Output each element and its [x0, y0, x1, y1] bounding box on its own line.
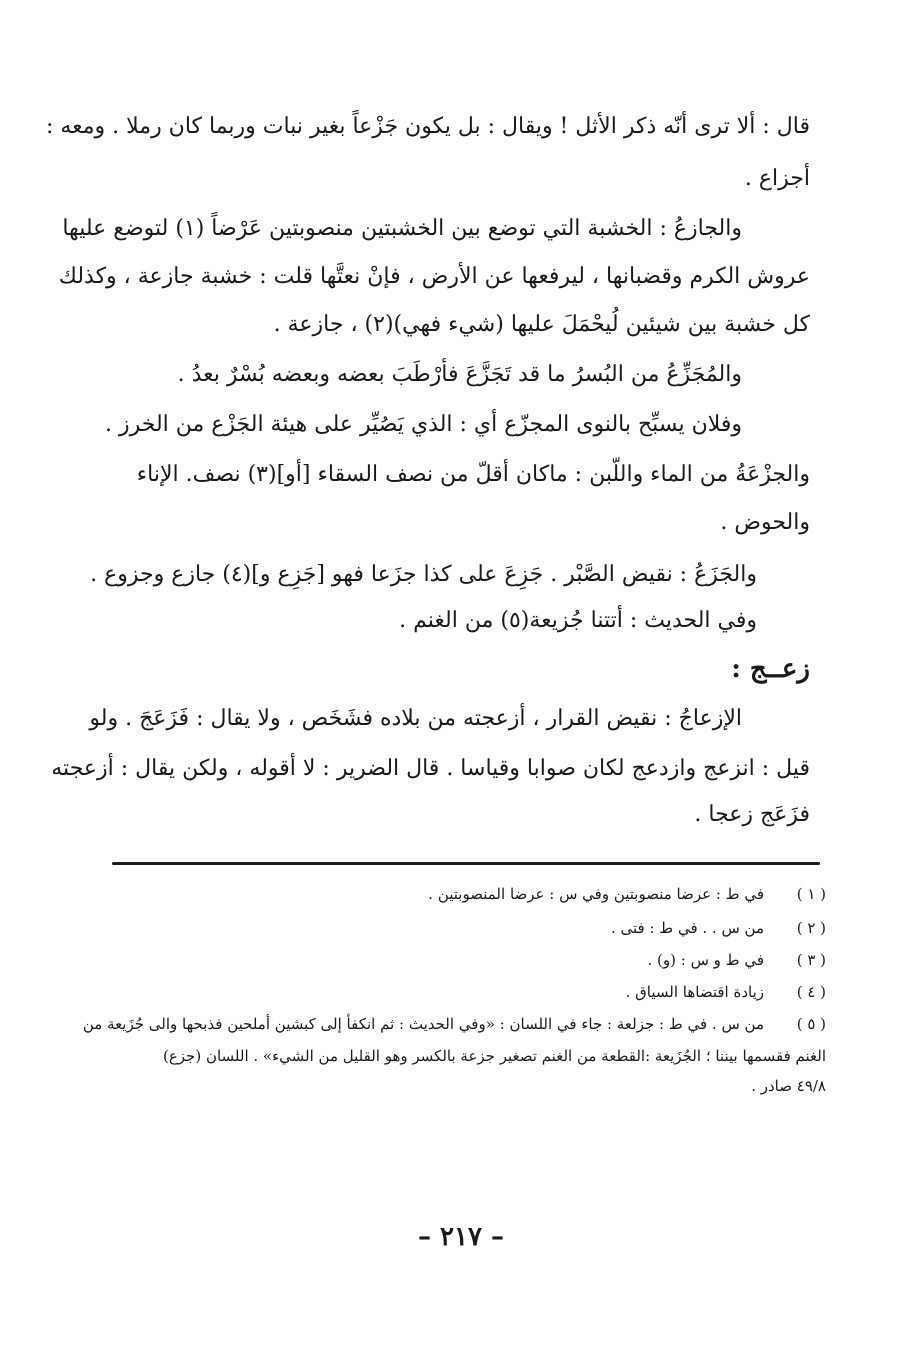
body-line-9: والحوض .: [720, 510, 810, 535]
body-line-7: وفلان يسبِّح بالنوى المجزّع أي : الذي يَصُيِّر على هيئة الجَزْع من الخرز .: [105, 412, 742, 437]
footnote-text-2: من س . . في ط : فتى .: [610, 919, 764, 937]
body-line-1: قال : ألا ترى أنّه ذكر الأثل ! ويقال : بل يكون جَزْعاً بغير نبات وربما كان رملا . ومعه :: [45, 114, 810, 139]
body-line-8: والجزْعَةُ من الماء واللّبن : ماكان أقلّ من نصف السقاء [أو](٣) نصف. الإناء: [136, 462, 810, 487]
body-line-4: عروش الكرم وقضبانها ، ليرفعها عن الأرض ، فإنْ نعتَّها قلت : خشبة جازعة ، وكذلك: [58, 264, 810, 289]
page-number: – ٢١٧ –: [417, 1222, 505, 1252]
footnote-5-continuation-2: ٤٩/٨ صادر .: [751, 1077, 826, 1095]
footnote-number-1: ( ١ ): [796, 885, 826, 903]
footnote-5-continuation-1: الغنم فقسمها بيننا ؛ الجُزَيعة :القطعة من الغنم تصغير جزعة بالكسر وهو القليل من الشيء» . اللسان (جزع): [162, 1047, 826, 1065]
footnote-text-3: في ط و س : (و) .: [647, 951, 764, 969]
footnote-number-5: ( ٥ ): [796, 1015, 826, 1033]
body-line-11: وفي الحديث : أتتنا جُزيعة(٥) من الغنم .: [399, 608, 757, 633]
footnote-number-2: ( ٢ ): [796, 919, 826, 937]
body-line-10: والجَزَعُ : نقيض الصَّبْر . جَزِعَ على كذا جزَعا فهو [جَزِع و](٤) جازع وجزوع .: [90, 562, 757, 587]
footnote-number-3: ( ٣ ): [796, 951, 826, 969]
entry-heading: زعــج :: [731, 654, 810, 684]
body-line-5: كل خشبة بين شيئين لُيحْمَلَ عليها (شيء فهي)(٢) ، جازعة .: [273, 312, 810, 337]
footnote-number-4: ( ٤ ): [796, 983, 826, 1001]
footnote-text-1: في ط : عرضا منصوبتين وفي س : عرضا المنصوبتين .: [428, 885, 764, 903]
footnote-text-5: من س . في ط : جزلعة : جاء في اللسان : «وفي الحديث : ثم انكفأ إلى كبشين أملحين فذبحها والى جُزَيعة من: [82, 1015, 764, 1033]
body-line-13: قيل : انزعج وازدعج لكان صوابا وقياسا . قال الضرير : لا أقوله ، ولكن يقال : أزعجته: [51, 756, 810, 781]
footnote-divider: [112, 862, 820, 865]
body-line-6: والمُجَزِّعُ من البُسرُ ما قد تَجَزَّعَ فأرْطَبَ بعضه وبعضه بُسْرٌ بعدُ .: [177, 362, 742, 387]
body-line-14: فزَعَج زعجا .: [694, 802, 810, 827]
footnote-text-4: زيادة اقتضاها السياق .: [625, 983, 764, 1001]
body-line-12: الإزعاجُ : نقيض القرار ، أزعجته من بلاده فشَخَص ، ولا يقال : فَزَعَجَ . ولو: [89, 706, 742, 731]
body-line-3: والجازعُ : الخشبة التي توضع بين الخشبتين منصوبتين عَرْضاً (١) لتوضع عليها: [62, 216, 742, 241]
body-line-2: أجزاع .: [744, 166, 810, 191]
